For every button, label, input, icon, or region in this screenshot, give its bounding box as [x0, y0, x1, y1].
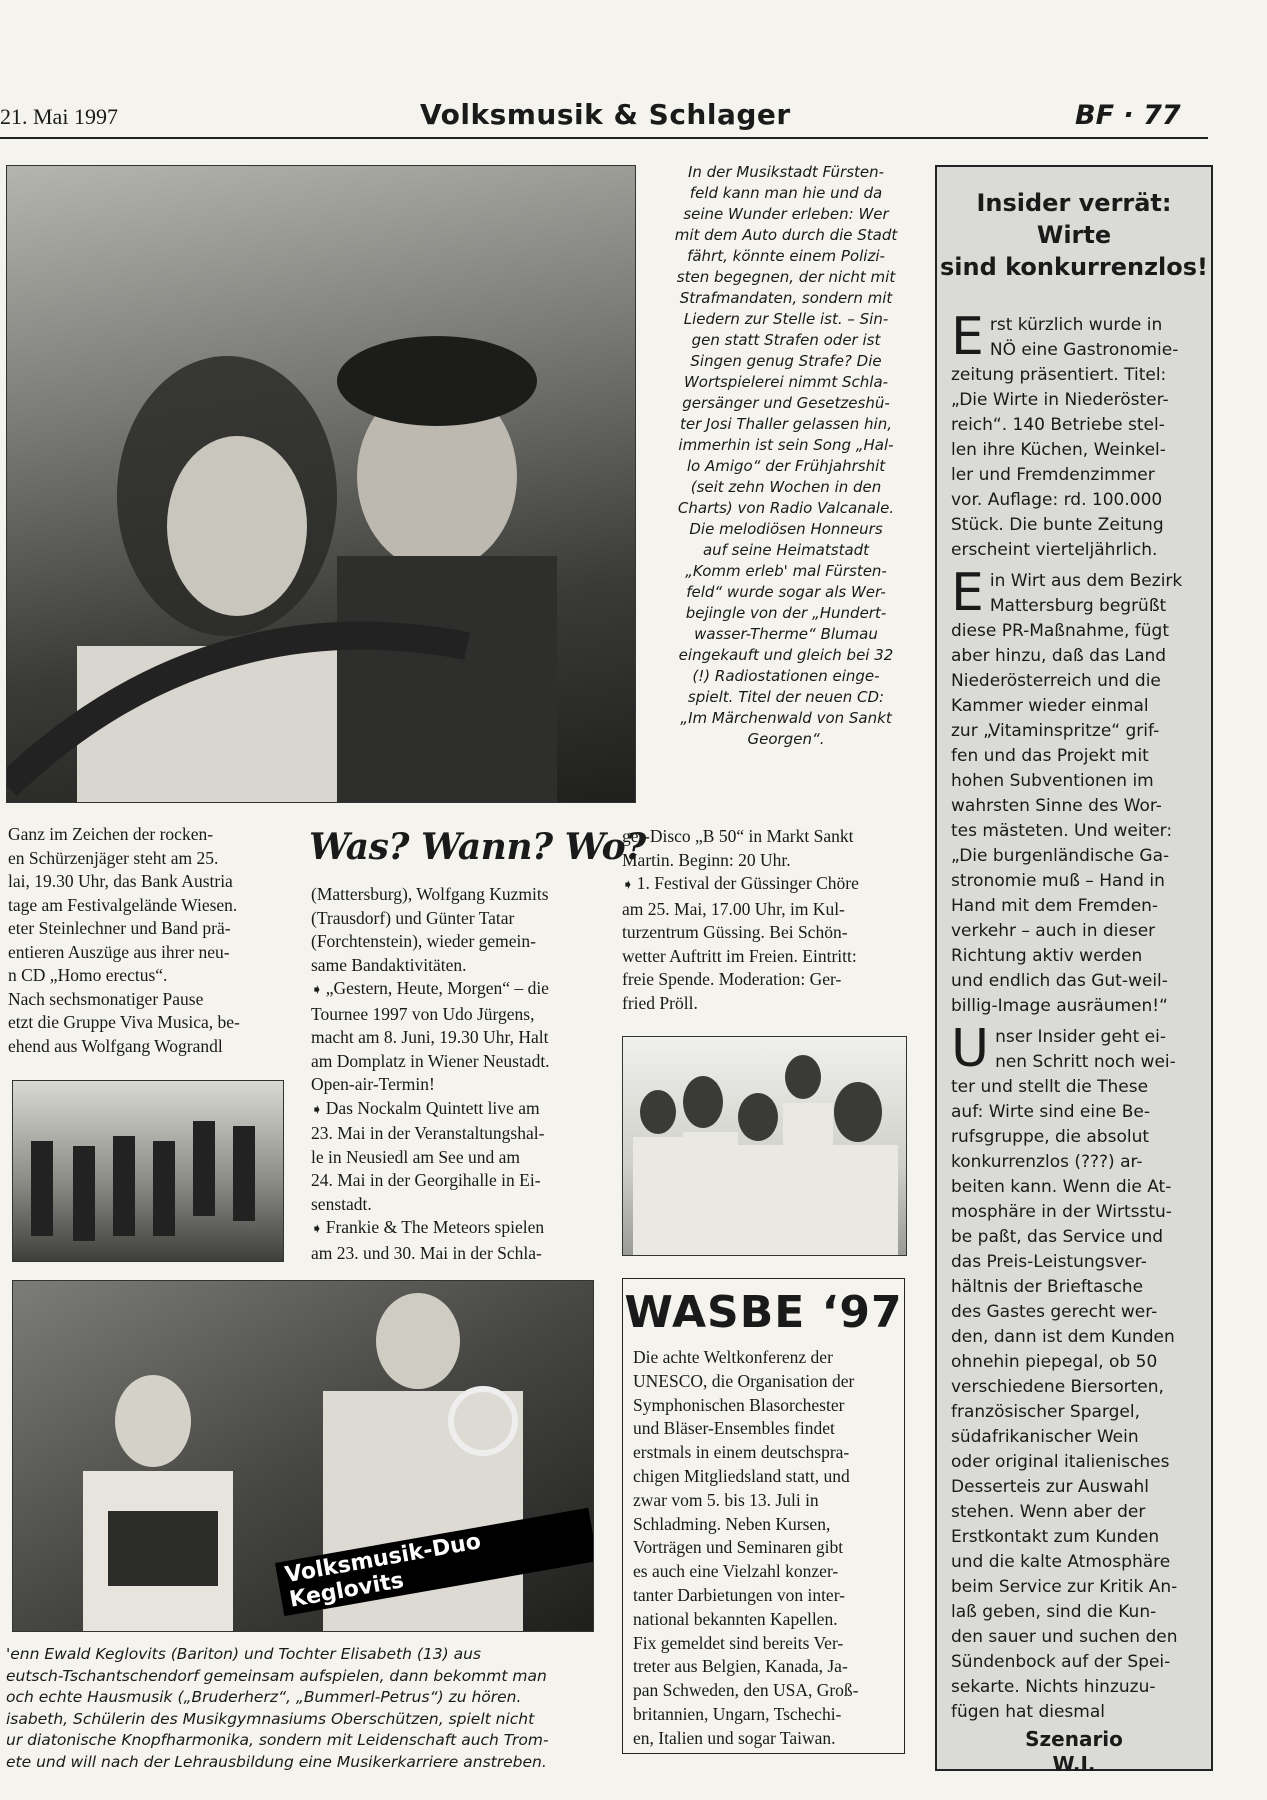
sidebar-paragraph-3-text: nser Insider geht ei- nen Schritt noch wei- ter und stellt die These auf: Wirte sind eine Be- rufsgruppe, die absolut konkurrenzlos (???) ar- beiten kann. Wenn die At- mosphäre in der Wirtsstu- be paßt, das Service und das Preis-Leistungsver- hältnis der Brieftasche des Gastes gerecht wer- den, dann ist dem Kunden ohnehin piepegal, ob 50 verschiedene Biersorten, französischer Spargel, südafrikanischer Wein oder original italienisches Desserteis zur Auswahl stehen. Wenn aber der Erstkontakt zum Kunden und die kalte Atmosphäre beim Service zur Kritik An- laß geben, sind die Kun- den sauer und suchen den Sündenbock auf der Spei- sekarte. Nichts hinzuzu- fügen hat diesmal [951, 1027, 1178, 1722]
events-column [311, 883, 595, 1265]
wasbe-title: WASBE ‘97 [624, 1287, 903, 1338]
event-item-4 [622, 872, 912, 1015]
bullet-icon: ➧ [311, 982, 323, 998]
event-item-1-text: „Gestern, Heute, Morgen“ – die Tournee 1997 von Udo Jürgens, macht am 8. Juni, 19.30 Uhr, Halt am Domplatz in Wiener Neustadt. Open-air-Termin! [311, 978, 550, 1094]
wasbe-text: Die achte Weltkonferenz der UNESCO, die Organisation der Symphonischen Blasorchester und Bläser-Ensembles findet erstmals in einem deutschspra- chigen Mitgliedsland statt, und zwar vom 5. bis 13. Juli in Schladming. Neben Kursen, Vorträgen und Seminaren gibt es auch eine Vielzahl konzer- tanter Darbietungen von inter- national bekannten Kapellen. Fix gemeldet sind bereits Ver- treter aus Belgien, Kanada, Ja- pan Schweden, den USA, Groß- britannien, Ungarn, Tschechi- en, Italien und sogar Taiwan. [633, 1347, 859, 1748]
band-photo [622, 1036, 907, 1256]
group-photo-illustration [13, 1081, 283, 1261]
event-item-3-text: Frankie & The Meteors spielen am 23. und 30. Mai in der Schla- [311, 1217, 545, 1263]
sidebar-paragraph-3 [951, 1019, 1197, 1725]
event-item-4-text: 1. Festival der Güssinger Chöre am 25. Mai, 17.00 Uhr, im Kul- turzentrum Güssing. Bei Schön- wetter Auftritt im Freien. Eintritt: freie Spende. Moderation: Ger- fried Pröll. [622, 873, 859, 1013]
sidebar-paragraph-2-text: in Wirt aus dem Bezirk Mattersburg begrüßt diese PR-Maßnahme, fügt aber hinzu, daß das Land Niederösterreich und die Kammer wieder einmal zur „Vitaminspritze“ grif- fen und das Projekt mit hohen Subventionen im wahrsten Sinne des Wor- tes mästeten. Und weiter: „Die burgenländische Ga- stronomie muß – Hand in Hand mit dem Fremden- verkehr – auch in dieser Richtung aktiv werden und endlich das Gut-weil- billig-Image ausräumen!“ [951, 571, 1183, 1016]
page-number: BF · 77 [1075, 100, 1181, 131]
top-photo-caption: In der Musikstadt Fürsten- feld kann man hie und da seine Wunder erleben: Wer mit dem Auto durch die Stadt fährt, könnte einem Polizi- sten begegnen, der nicht mit Strafmandaten, sondern mit Liedern zur Stelle ist. – Sin- gen statt Strafen oder ist Singen genug Strafe? Die Wortspielerei nimmt Schla- gersänger und Gesetzeshü- ter Josi Thaller gelassen hin, immerhin ist sein Song „Hal- lo Amigo“ der Frühjahrshit (seit zehn Wochen in den Charts) von Radio Valcanale. Die melodiösen Honneurs auf seine Heimatstadt „Komm erleb' mal Fürsten- feld“ wurde sogar als Wer- bejingle von der „Hundert- wasser-Therme“ Blumau eingekauft und gleich bei 32 (!) Radiostationen einge- spielt. Titel der neuen CD: „Im Märchenwald von Sankt Georgen“. [674, 163, 898, 748]
sidebar-dropcap-2: E [951, 563, 984, 623]
sidebar-paragraph-2 [951, 563, 1197, 1019]
sidebar-signature: Szenario W.I. [1025, 1727, 1123, 1776]
event-item-3-continued: ger-Disco „B 50“ in Markt Sankt Martin. Beginn: 20 Uhr. [622, 826, 854, 870]
bullet-icon: ➧ [622, 877, 634, 893]
events-heading: Was? Wann? Wo? [309, 826, 646, 868]
top-photo-illustration [7, 166, 635, 802]
section-title: Volksmusik & Schlager [420, 98, 791, 131]
sidebar-dropcap-3: U [951, 1019, 990, 1079]
bullet-icon: ➧ [311, 1101, 323, 1118]
sidebar-paragraph-1-text: rst kürzlich wurde in NÖ eine Gastronomie- zeitung präsentiert. Titel: „Die Wirte in Niederöster- reich“. 140 Betriebe stel- len ihre Küchen, Weinkel- ler und Fremdenzimmer vor. Auflage: rd. 100.000 Stück. Die bunte Zeitung erscheint vierteljährlich. [951, 315, 1179, 560]
duo-photo-caption: 'enn Ewald Keglovits (Bariton) und Tochter Elisabeth (13) aus eutsch-Tschantschendorf gemeinsam aufspielen, dann bekommt man och echte Hausmusik („Bruderherz“, „Bummerl-Petrus“) zu hören. isabeth, Schülerin des Musikgymnasiums Oberschützen, spielt nicht ur diatonische Knopfharmonika, sondern mit Leidenschaft auch Trom- ete und will nach der Lehrausbildung eine Musikerkarriere anstreben. [6, 1645, 549, 1771]
column1-text: Ganz im Zeichen der rocken- en Schürzenjäger steht am 25. lai, 19.30 Uhr, das Bank Austria tage am Festivalgelände Wiesen. eter Steinlechner und Band prä- entieren Auszüge aus ihrer neu- n CD „Homo erectus“. Nach sechsmonatiger Pause etzt die Gruppe Viva Musica, be- ehend aus Wolfgang Wograndl [8, 824, 240, 1056]
duo-photo-label: Volksmusik-Duo Keglovits [275, 1508, 594, 1616]
sidebar-dropcap-1: E [951, 307, 984, 367]
band-photo-illustration [623, 1037, 906, 1255]
header-rule [0, 137, 1208, 139]
event-item-3 [311, 1216, 595, 1265]
top-photo [6, 165, 636, 803]
wasbe-box [622, 1278, 905, 1754]
sidebar-title: Insider verrät: Wirte sind konkurrenzlos! [939, 189, 1209, 281]
event-item-2-text: Das Nockalm Quintett live am 23. Mai in der Veranstaltungshal- le in Neusiedl am See und am 24. Mai in der Georgihalle in Ei- senstadt. [311, 1097, 545, 1214]
event-item-2 [311, 1097, 595, 1217]
sidebar-paragraph-1 [951, 307, 1197, 563]
duo-photo [12, 1280, 594, 1632]
insider-sidebar [935, 165, 1213, 1776]
events-column-continued [622, 825, 912, 1015]
events-intro: (Mattersburg), Wolfgang Kuzmits (Trausdorf) und Günter Tatar (Forchtenstein), wieder gemein- same Bandaktivitäten. [311, 884, 549, 975]
page-date: 21. Mai 1997 [0, 104, 118, 129]
group-photo [12, 1080, 284, 1262]
event-item-1 [311, 977, 595, 1097]
bullet-icon: ➧ [311, 1221, 323, 1237]
